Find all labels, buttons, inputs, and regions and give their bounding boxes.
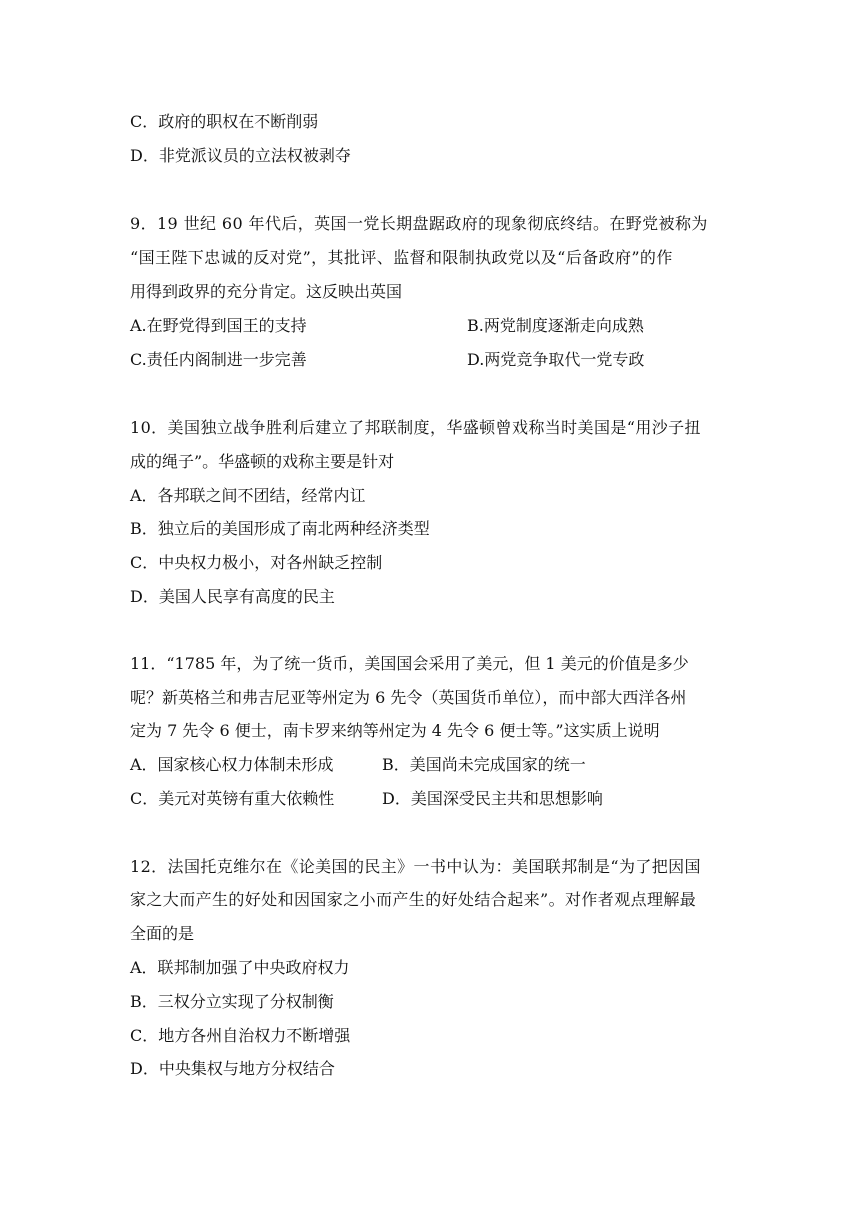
- q10-stem-line-2: 成的绳子”。华盛顿的戏称主要是针对: [130, 452, 395, 471]
- q10-stem-line-1: 10．美国独立战争胜利后建立了邦联制度，华盛顿曾戏称当时美国是“用沙子扭: [130, 418, 701, 437]
- q11-option-c: C．美元对英镑有重大依赖性: [130, 789, 335, 808]
- q11-option-d: D．美国深受民主共和思想影响: [382, 789, 603, 808]
- q9-option-d: D.两党竞争取代一党专政: [467, 350, 645, 369]
- q8-option-c: C．政府的职权在不断削弱: [130, 112, 319, 131]
- q12-option-b: B．三权分立实现了分权制衡: [130, 992, 334, 1011]
- q9-stem-line-3: 用得到政界的充分肯定。这反映出英国: [130, 282, 403, 301]
- q11-option-b: B．美国尚未完成国家的统一: [382, 755, 586, 774]
- q12-stem-line-1: 12．法国托克维尔在《论美国的民主》一书中认为：美国联邦制是“为了把因国: [130, 857, 701, 876]
- q10-option-c: C．中央权力极小，对各州缺乏控制: [130, 553, 383, 572]
- q10-option-a: A．各邦联之间不团结，经常内讧: [130, 486, 366, 505]
- q10-option-d: D．美国人民享有高度的民主: [130, 587, 335, 606]
- q9-stem-line-1: 9．19 世纪 60 年代后，英国一党长期盘踞政府的现象彻底终结。在野党被称为: [130, 214, 708, 233]
- q11-option-a: A．国家核心权力体制未形成: [130, 755, 334, 774]
- q8-option-d: D．非党派议员的立法权被剥夺: [130, 146, 351, 165]
- q12-option-c: C．地方各州自治权力不断增强: [130, 1026, 351, 1045]
- q9-stem-line-2: “国王陛下忠诚的反对党”，其批评、监督和限制执政党以及“后备政府”的作: [130, 248, 673, 267]
- q11-stem-line-1: 11．“1785 年，为了统一货币，美国国会采用了美元，但 1 美元的价值是多少: [130, 654, 689, 673]
- q12-stem-line-3: 全面的是: [130, 924, 195, 943]
- q9-option-b: B.两党制度逐渐走向成熟: [467, 316, 644, 335]
- q12-stem-line-2: 家之大而产生的好处和因国家之小而产生的好处结合起来”。对作者观点理解最: [130, 890, 697, 909]
- q9-option-c: C.责任内阁制进一步完善: [130, 350, 307, 369]
- q10-option-b: B．独立后的美国形成了南北两种经济类型: [130, 519, 430, 538]
- q9-option-a: A.在野党得到国王的支持: [130, 316, 307, 335]
- q11-stem-line-2: 呢？新英格兰和弗吉尼亚等州定为 6 先令（英国货币单位），而中部大西洋各州: [130, 688, 687, 707]
- q11-stem-line-3: 定为 7 先令 6 便士，南卡罗来纳等州定为 4 先令 6 便士等。”这实质上说明: [130, 721, 660, 740]
- q12-option-d: D．中央集权与地方分权结合: [130, 1059, 335, 1078]
- q12-option-a: A．联邦制加强了中央政府权力: [130, 958, 350, 977]
